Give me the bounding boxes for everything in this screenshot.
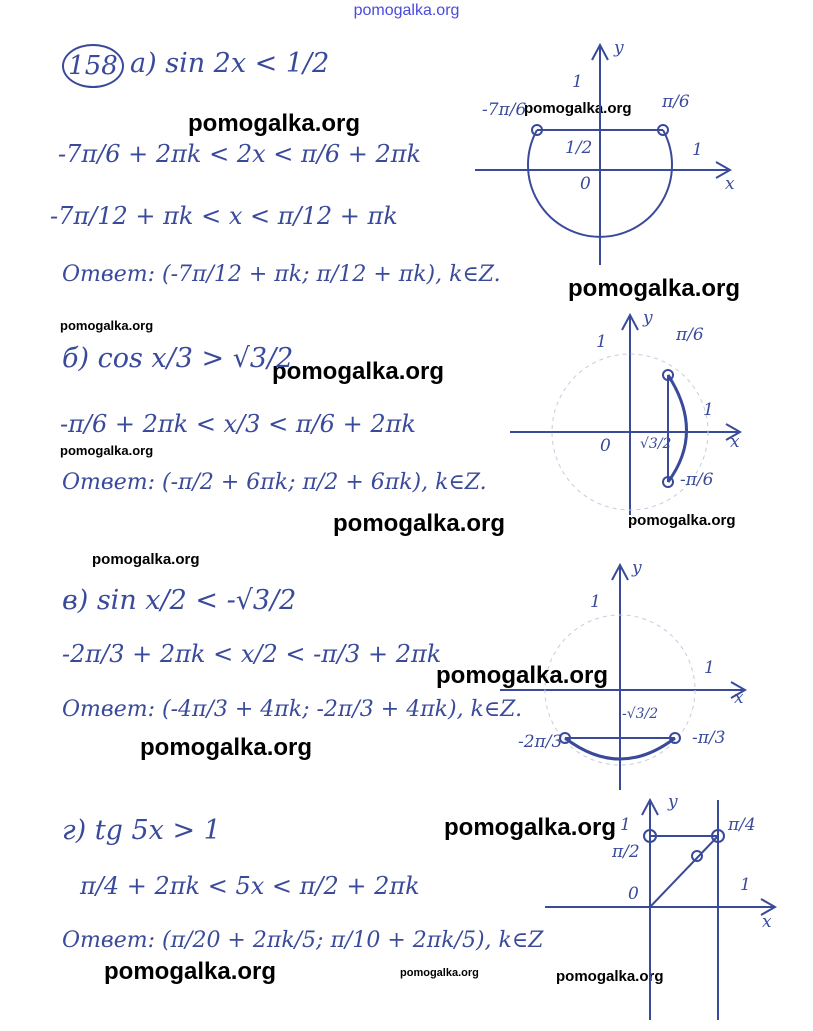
part-v-step1: -2π/3 + 2πk < x/2 < -π/3 + 2πk [62,640,442,668]
graph-a-label-right: π/6 [662,92,690,112]
graph-b-label-top: π/6 [676,325,704,345]
solution-arc [668,375,687,482]
part-v-inequality: в) sin x/2 < -√3/2 [62,585,297,616]
watermark: pomogalka.org [556,968,664,985]
watermark-top: pomogalka.org [353,2,460,19]
graph-g-axis-y: y [668,792,678,812]
graph-b-label-sqrt: √3/2 [640,436,672,452]
graph-v-axis-x: x [734,688,744,708]
part-a-step2: -7π/12 + πk < x < π/12 + πk [50,202,398,230]
graph-v-label-sqrt: -√3/2 [622,706,659,722]
watermark: pomogalka.org [333,510,506,537]
part-a-inequality: а) sin 2x < 1/2 [130,48,330,79]
graph-b-label-one-x: 1 [703,400,714,420]
graph-a-label-one-x: 1 [692,140,703,160]
graph-v-label-one-y: 1 [590,592,601,612]
part-b-inequality: б) cos x/3 > √3/2 [62,343,294,374]
part-v-answer: Ответ: (-4π/3 + 4πk; -2π/3 + 4πk), k∈Z. [62,697,523,722]
graph-a-axis-y: y [614,38,624,58]
graph-g-label-one-y: 1 [620,815,631,835]
graph-a-label-half: 1/2 [565,138,593,158]
graph-g-label-pi4: π/4 [728,815,756,835]
graph-g-label-one-x: 1 [740,875,751,895]
graph-a-label-zero: 0 [580,174,591,194]
graph-b-label-zero: 0 [600,436,611,456]
watermark: pomogalka.org [60,318,154,333]
watermark: pomogalka.org [188,110,361,137]
part-b-step1: -π/6 + 2πk < x/3 < π/6 + 2πk [60,410,416,438]
watermark: pomogalka.org [92,551,200,568]
graph-g-axis-x: x [762,912,772,932]
watermark: pomogalka.org [400,967,479,979]
graph-v-label-right: -π/3 [692,728,726,748]
part-a-answer: Ответ: (-7π/12 + πk; π/12 + πk), k∈Z. [62,262,501,287]
watermark: pomogalka.org [436,662,609,689]
watermark: pomogalka.org [104,958,277,985]
ray-pi4 [650,836,718,907]
graph-b-label-one-y: 1 [596,332,607,352]
part-a-step1: -7π/6 + 2πk < 2x < π/6 + 2πk [58,140,422,168]
watermark: pomogalka.org [140,734,313,761]
watermark: pomogalka.org [568,275,741,302]
point-pi4 [692,851,702,861]
part-g-inequality: г) tg 5x > 1 [62,815,221,846]
part-g-step1: π/4 + 2πk < 5x < π/2 + 2πk [80,872,420,900]
graph-a-axis-x: x [725,174,735,194]
graph-g-label-zero: 0 [628,884,639,904]
graph-a-label-one-y: 1 [572,72,583,92]
part-g-answer: Ответ: (π/20 + 2πk/5; π/10 + 2πk/5), k∈Z [62,928,544,953]
graph-b-axis-y: y [643,308,653,328]
part-b-answer: Ответ: (-π/2 + 6πk; π/2 + 6πk), k∈Z. [62,470,487,495]
graph-b-label-bottom: -π/6 [680,470,714,490]
graph-g-label-pi2: π/2 [612,842,640,862]
graph-a-label-left: -7π/6 [482,100,527,120]
watermark: pomogalka.org [272,358,445,385]
graph-v-label-left: -2π/3 [518,732,563,752]
graph-v-axis-y: y [632,558,642,578]
watermark: pomogalka.org [444,814,617,841]
watermark: pomogalka.org [60,443,154,458]
graph-b-axis-x: x [730,432,740,452]
watermark: pomogalka.org [628,512,736,529]
watermark: pomogalka.org [524,100,632,117]
graph-v-label-one-x: 1 [704,658,715,678]
problem-number: 158 [62,44,124,88]
